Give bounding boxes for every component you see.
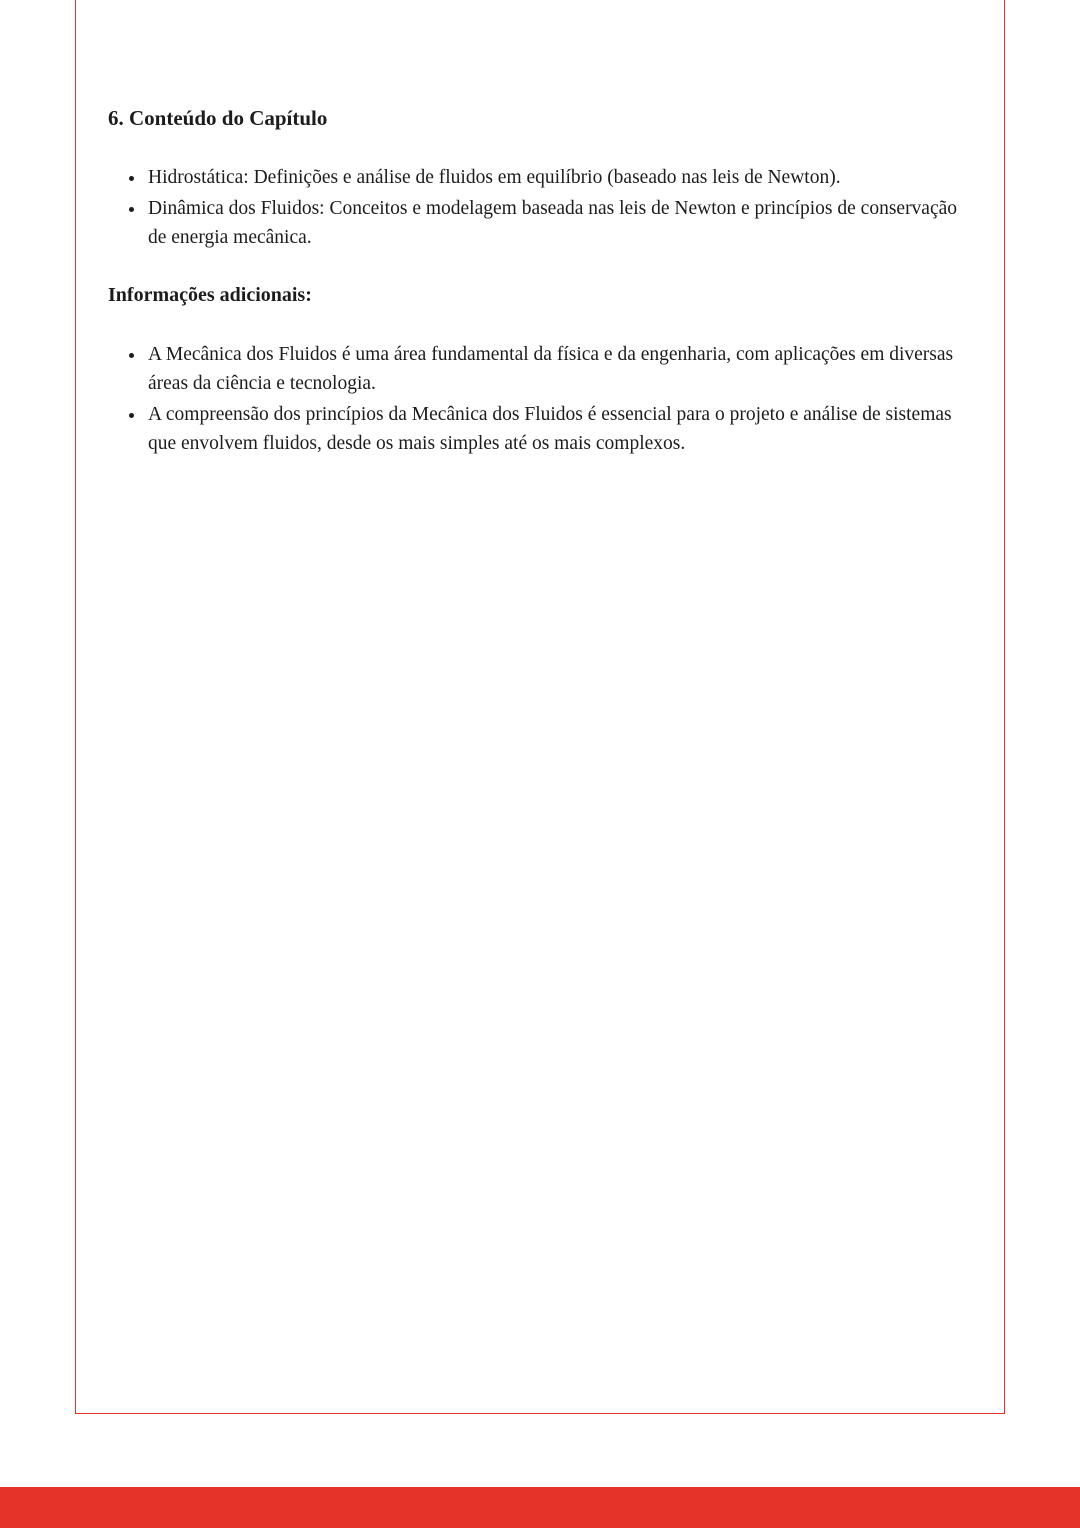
section-heading: 6. Conteúdo do Capítulo: [108, 106, 328, 130]
list-item: • A Mecânica dos Fluidos é uma área fundamental da física e da engenharia, com aplicações em diversas áreas da ciência e tecnologia.: [146, 340, 970, 398]
additional-info-list: [108, 340, 970, 458]
chapter-content-list: [108, 163, 970, 252]
list-item: • Dinâmica dos Fluidos: Conceitos e modelagem baseada nas leis de Newton e princípios de conservação de energia mecânica.: [146, 194, 970, 252]
list-item: • Hidrostática: Definições e análise de fluidos em equilíbrio (baseado nas leis de Newton).: [146, 163, 970, 192]
additional-info-heading: Informações adicionais:: [108, 284, 312, 306]
document-content: [108, 105, 970, 486]
list-item: • A compreensão dos princípios da Mecânica dos Fluidos é essencial para o projeto e análise de sistemas que envolvem fluidos, desde os mais simples até os mais complexos.: [146, 400, 970, 458]
footer-red-bar: [0, 1487, 1080, 1528]
